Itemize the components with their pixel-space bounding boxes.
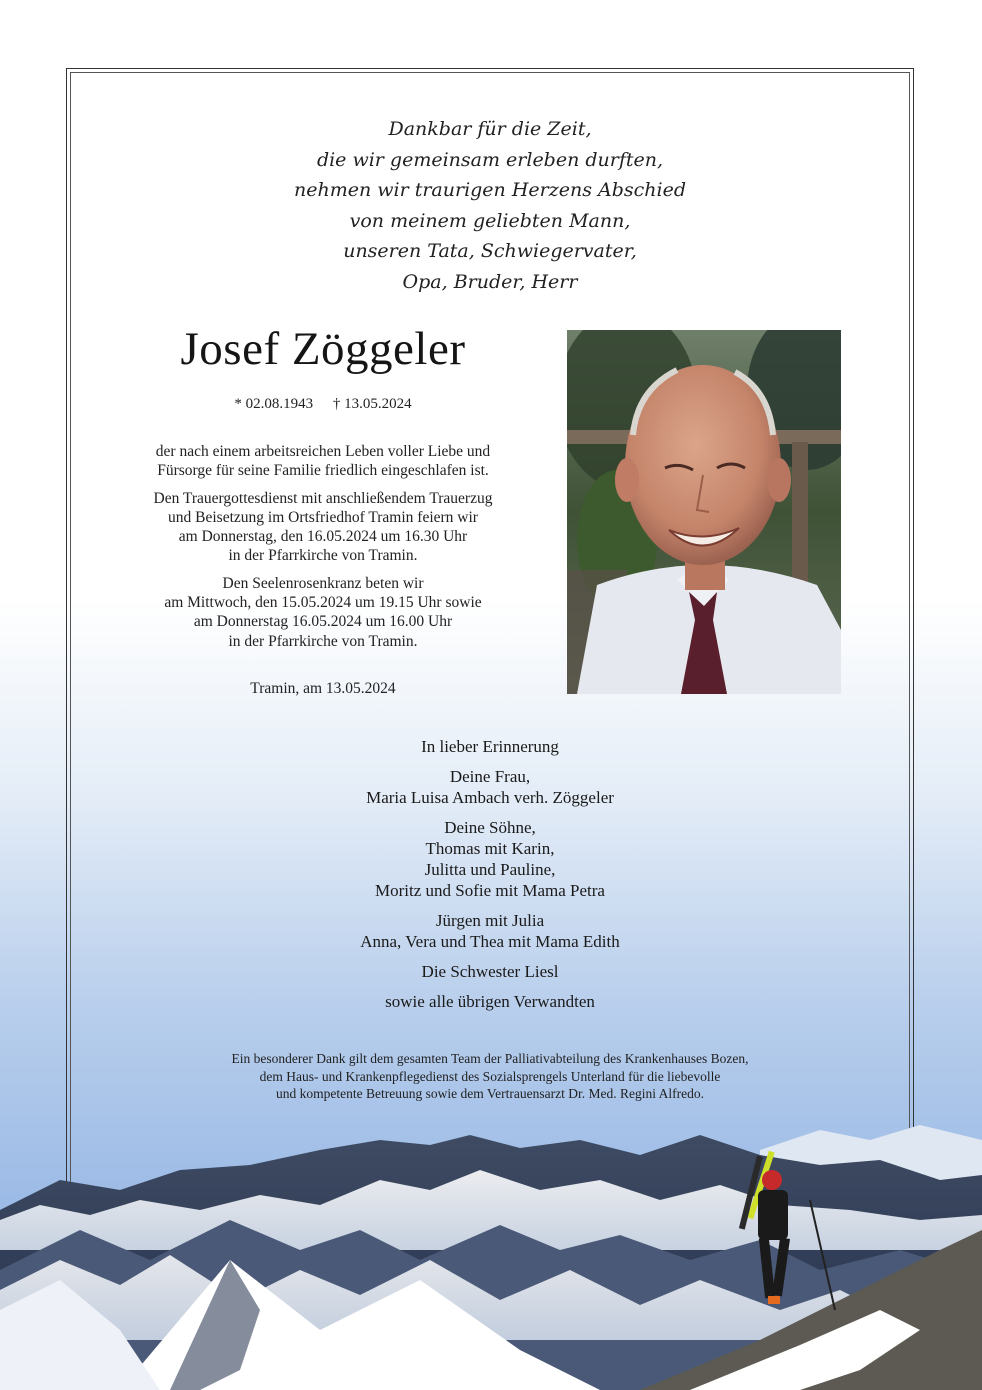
- text-line: am Donnerstag 16.05.2024 um 16.00 Uhr: [193, 613, 453, 631]
- portrait-photo: [567, 330, 841, 694]
- mourner-line: Anna, Vera und Thea mit Mama Edith: [360, 932, 620, 951]
- mountain-landscape: [0, 1110, 982, 1390]
- text-line: am Donnerstag, den 16.05.2024 um 16.30 Uhr: [178, 528, 468, 546]
- life-dates: [118, 396, 528, 413]
- mourner-line: sowie alle übrigen Verwandten: [385, 992, 595, 1011]
- sister-group: [70, 961, 910, 982]
- mourner-line: Deine Söhne,: [444, 818, 536, 837]
- mourners-list: [70, 736, 910, 1021]
- mourner-line: Julitta und Pauline,: [424, 860, 556, 879]
- memory-line-group: [70, 736, 910, 757]
- poem-line: Opa, Bruder, Herr: [402, 270, 578, 293]
- wife-group: [70, 766, 910, 808]
- mourner-line: In lieber Erinnerung: [421, 737, 559, 756]
- relatives-group: [70, 991, 910, 1012]
- announcement-text: [88, 434, 558, 659]
- portrait-illustration: [567, 330, 841, 694]
- mourner-line: Moritz und Sofie mit Mama Petra: [375, 881, 605, 900]
- mourner-line: Thomas mit Karin,: [425, 839, 555, 858]
- mourner-line: Die Schwester Liesl: [421, 962, 559, 981]
- poem-line: die wir gemeinsam erleben durften,: [316, 148, 664, 171]
- thanks-line: und kompetente Betreuung sowie dem Vertrauensarzt Dr. Med. Regini Alfredo.: [276, 1086, 704, 1101]
- poem-line: unseren Tata, Schwiegervater,: [343, 240, 637, 262]
- opening-poem: [70, 114, 910, 297]
- poem-line: nehmen wir traurigen Herzens Abschied: [293, 179, 686, 201]
- acknowledgement-text: [70, 1050, 910, 1103]
- text-line: und Beisetzung im Ortsfriedhof Tramin feiern wir: [168, 508, 478, 526]
- thanks-line: Ein besonderer Dank gilt dem gesamten Team der Palliativabteilung des Krankenhauses Bozen,: [231, 1051, 749, 1066]
- mourner-line: Deine Frau,: [449, 767, 531, 786]
- text-line: Fürsorge für seine Familie friedlich eingeschlafen ist.: [157, 462, 489, 480]
- text-line: der nach einem arbeitsreichen Leben voller Liebe und: [155, 443, 491, 460]
- poem-line: von meinem geliebten Mann,: [349, 209, 631, 232]
- text-line: in der Pfarrkirche von Tramin.: [228, 547, 418, 565]
- text-line: Den Trauergottesdienst mit anschließendem Trauerzug: [153, 489, 493, 507]
- son-juergen-group: [70, 910, 910, 952]
- sons-group: [70, 817, 910, 901]
- deceased-name: Josef Zöggeler: [180, 323, 466, 375]
- text-line: am Mittwoch, den 15.05.2024 um 19.15 Uhr sowie: [164, 594, 482, 612]
- text-line: Den Seelenrosenkranz beten wir: [222, 574, 424, 592]
- poem-line: Dankbar für die Zeit,: [388, 118, 592, 140]
- place-and-date: Tramin, am 13.05.2024: [250, 680, 396, 697]
- mourner-line: Maria Luisa Ambach verh. Zöggeler: [366, 788, 614, 807]
- text-line: in der Pfarrkirche von Tramin.: [228, 632, 418, 650]
- death-date: † 13.05.2024: [332, 396, 412, 412]
- mourner-line: Jürgen mit Julia: [435, 911, 545, 930]
- thanks-line: dem Haus- und Krankenpflegedienst des Sozialsprengels Unterland für die liebevolle: [259, 1068, 721, 1084]
- birth-date: * 02.08.1943: [234, 396, 314, 412]
